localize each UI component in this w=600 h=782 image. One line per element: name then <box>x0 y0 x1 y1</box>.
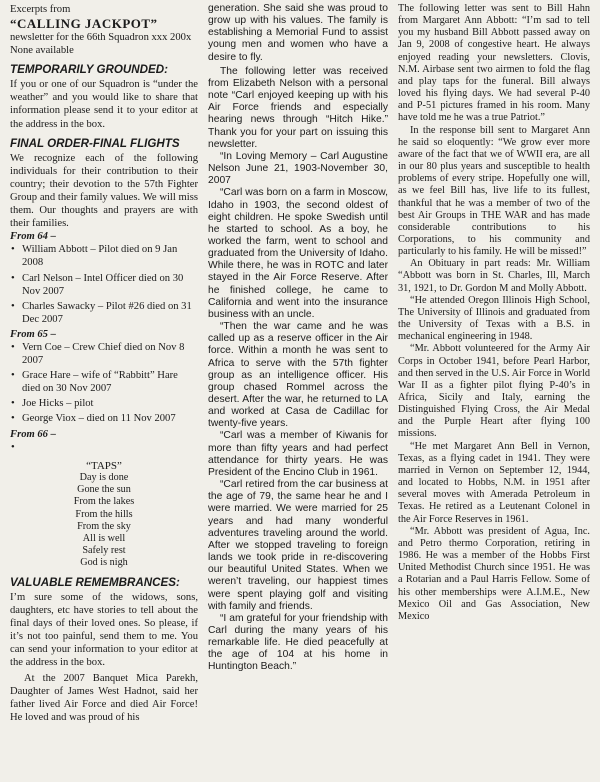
remembrances-body: I’m sure some of the widows, sons, daughters, etc have stories to tell about the final days of their loved ones. So please, if it’s not too painful, send them to me. You can send your information to your editor at the address in the box. <box>10 591 198 669</box>
taps-poem <box>10 460 198 570</box>
nelson-memorial-title: “In Loving Memory – Carl Augustine Nelson June 21, 1903-November 30, 2007 <box>208 150 388 187</box>
taps-line: From the lakes <box>73 496 135 508</box>
column-middle <box>208 3 388 782</box>
group-label-65: From 65 – <box>10 328 56 340</box>
taps-line: Safely rest <box>82 545 126 557</box>
list-item: • William Abbott – Pilot died on 9 Jan 2008 <box>10 243 198 269</box>
group-label-64: From 64 – <box>10 231 56 243</box>
abbott-obituary-paragraph: “He met Margaret Ann Bell in Vernon, Texas, as a flying cadet in 1941. They were married in Vernon on September 12, 1944, and located to Hobbs, N.M. in 1951 after several moves with Amerada Petroleum in Texas. He retired as a Leutenant Colonel in the Air Force Reserves in 1961. <box>398 440 590 525</box>
abbott-obituary-intro: An Obituary in part reads: Mr. William “Abbott was born in St. Charles, Ill, March 31, 1921, to Dr. Gordon M and Molly Abbott. <box>398 258 590 294</box>
abbott-obituary-paragraph: “Mr. Abbott volunteered for the Army Air Corps in October 1941, before Pearl Harbor, and then served in the U.S. Air Force in World War II as a fighter pilot flying P-40’s in Africa, Sicily and Italy, earning the Distinguished Flying Cross, the Air Medal and the Purple Heart after flying 100 missions. <box>398 343 590 440</box>
taps-line: From the sky <box>77 520 131 532</box>
taps-title: “TAPS” <box>86 459 122 472</box>
abbott-response: In the response bill sent to Margaret Ann he said so eloquently: “We grow ever more aware of the fact that we of WWII era, are all in our 80 plus years and susceptible to health problems of every stripe. Hopefully one will, as we feel Bill has, live life to its fullest, thankful that he was a member of two of the best Air Groups in THE WAR and has made considerable contributions to his Corporations, to his community and particularly to his family. He will be missed!” <box>398 124 590 258</box>
group-64-list <box>10 243 198 326</box>
taps-line: Day is done <box>79 471 129 483</box>
list-item <box>10 441 198 454</box>
taps-line: Gone the sun <box>77 484 131 496</box>
column-right <box>398 3 590 782</box>
masthead-title: “CALLING JACKPOT” <box>10 16 158 32</box>
masthead-intro: Excerpts from <box>10 4 71 15</box>
continuation-text: generation. She said she was proud to grow up with his values. The family is establishing a Memorial Fund to assist young men and women who have a desire to fly. <box>208 3 388 63</box>
masthead-note: None available <box>10 45 74 57</box>
masthead <box>10 3 198 57</box>
abbott-obituary-paragraph: “Mr. Abbott was president of Agua, Inc. and Petro thermo Corporation, retiring in 1986. He was a member of the Hobbs First United Methodist Church since 1951. He was a Rotarian and a Paul Harris Fellow. Some of his other memberships were A.I.M.E., New Mexico Oil and Gas Association, New Mexico <box>398 525 590 622</box>
nelson-paragraph: “I am grateful for your friendship with Carl during the many years of his remarkable life. He died peacefully at the age of 104 at his home in Huntington Beach.” <box>208 612 388 673</box>
list-item: • Joe Hicks – pilot <box>10 397 198 410</box>
abbott-obituary-paragraph: “He attended Oregon Illinois High School, The University of Illinois and graduated from the University of Texas with a B.S. in mechanical engineering in 1948. <box>398 294 590 343</box>
list-item: • Charles Sawacky – Pilot #26 died on 31 Dec 2007 <box>10 300 198 326</box>
final-flights-list <box>10 230 198 454</box>
taps-line: God is nigh <box>80 557 128 569</box>
nelson-letter-intro: The following letter was received from Elizabeth Nelson with a personal note “Carl enjoyed keeping up with his Air Force friends and especially hearing news through “Hitch Hike.” Thank you for your part on issuing this newsletter. <box>208 65 388 150</box>
group-65-list <box>10 341 198 426</box>
section-heading-remembrances: VALUABLE REMEMBRANCES: <box>10 575 180 589</box>
group-66-list <box>10 441 198 454</box>
remembrances-banquet: At the 2007 Banquet Mica Parekh, Daughter of James West Hadnot, said her father lived Air Force and died Air Force! He loved and was proud of his <box>10 673 198 724</box>
temporarily-grounded-body: If you or one of our Squadron is “under the weather” and you would like to share that information please send it to your editor at the address in the box. <box>10 79 198 130</box>
nelson-paragraph: “Then the war came and he was called up as a reserve officer in the Air force. Within a month he was sent to Africa to serve with the 57th fighter group as an intelligence officer. His group chased Rommel across the desert. After the war, he returned to LA and worked at Casa de Cadillac for twenty-five years. <box>208 321 388 430</box>
nelson-paragraph: “Carl retired from the car business at the age of 79, the same hear he and I were married. We were married for 25 years and had many wonderful adventures traveling around the world. After we stopped traveling to foreign lands we took pride in re-discovering our beautiful United States. When we weren’t traveling, our happiest times were spent playing golf and visiting with family and friends. <box>208 479 388 612</box>
final-order-body: We recognize each of the following individuals for their contribution to their country; their devotion to the 57th Fighter Group and their family values. We will miss them. Our thoughts and prayers are with their families. <box>10 152 198 230</box>
group-label-66: From 66 – <box>10 428 56 440</box>
section-heading-temporarily-grounded: TEMPORARILY GROUNDED: <box>10 63 169 77</box>
list-item: • Carl Nelson – Intel Officer died on 30 Nov 2007 <box>10 272 198 298</box>
list-item: • Grace Hare – wife of “Rabbitt” Hare died on 30 Nov 2007 <box>10 369 198 395</box>
abbott-letter: The following letter was sent to Bill Hahn from Margaret Ann Abbott: “I’m sad to tell you my husband Bill Abbott passed away on Jan 9, 2008 of congestive heart. He always enjoyed reading your newsletters. Clovis, N.M. Airbase sent two airmen to fold the flag and play taps for the funeral. Bill always loved his flying days. We had several P-40 and P-51 pictures framed in his room. Many have told me he was a true Patriot.” <box>398 3 590 124</box>
taps-line: All is well <box>82 532 126 544</box>
nelson-paragraph: “Carl was a member of Kiwanis for more than fifty years and had perfect attendance for thirty years. He was President of the Encino Club in 1961. <box>208 430 388 478</box>
section-heading-final-order: FINAL ORDER-FINAL FLIGHTS <box>10 136 180 150</box>
column-left <box>10 3 198 782</box>
masthead-subtitle: newsletter for the 66th Squadron xxx 200x <box>10 32 192 44</box>
nelson-paragraph: “Carl was born on a farm in Moscow, Idaho in 1903, the second oldest of eight children. He spoke Swedish until he started to school. As a boy, he worked the farm, went to school and graduated from the University of Idaho. While there, he was in ROTC and later stayed in the Air Force Reserve. After he finished college, he came to California and went into the insurance business with an uncle. <box>208 187 388 320</box>
list-item: • George Viox – died on 11 Nov 2007 <box>10 412 198 425</box>
taps-line: From the hills <box>75 508 133 520</box>
list-item: • Vern Coe – Crew Chief died on Nov 8 2007 <box>10 341 198 367</box>
